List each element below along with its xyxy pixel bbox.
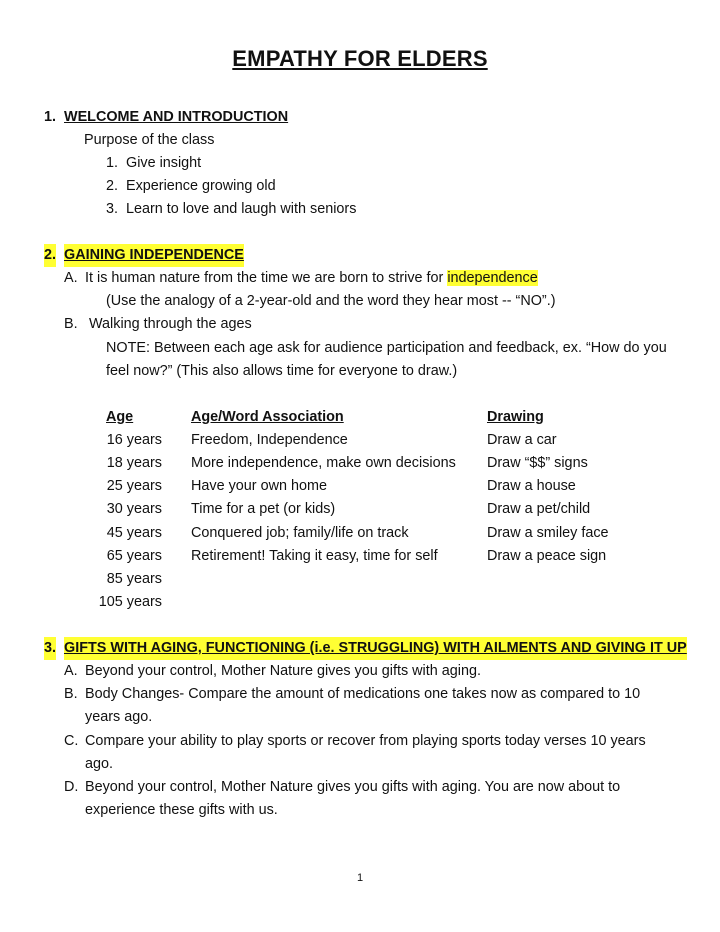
- document-title: EMPATHY FOR ELDERS: [232, 46, 488, 71]
- section1-item-num: 3.: [106, 201, 119, 217]
- section3-item-label: D.: [64, 779, 79, 795]
- table-cell-age: 18 years: [106, 455, 162, 471]
- section2-b-text: Walking through the ages: [89, 316, 252, 332]
- section3-number: 3.: [44, 637, 56, 660]
- section3-item-line: Beyond your control, Mother Nature gives you gifts with aging.: [85, 663, 481, 679]
- section1-heading: WELCOME AND INTRODUCTION: [64, 109, 289, 125]
- table-cell-association: Time for a pet (or kids): [191, 501, 336, 517]
- table-header-drawing: Drawing: [487, 409, 544, 425]
- table-header-association: Age/Word Association: [191, 409, 344, 425]
- section3-item-line: years ago.: [85, 709, 153, 725]
- section2-a-line: [85, 267, 538, 290]
- independence-highlight: independence: [447, 270, 538, 286]
- table-cell-association: Retirement! Taking it easy, time for self: [191, 548, 438, 564]
- table-cell-age: 85 years: [106, 571, 162, 587]
- table-cell-association: Conquered job; family/life on track: [191, 525, 409, 541]
- table-cell-drawing: Draw a pet/child: [487, 501, 591, 517]
- section1-item: Experience growing old: [126, 178, 276, 194]
- section1-number: 1.: [44, 109, 57, 125]
- section2-heading: GAINING INDEPENDENCE: [64, 244, 244, 267]
- section3-item-line: Compare your ability to play sports or recover from playing sports today verses 10 years: [85, 733, 646, 749]
- section2-b-label: B.: [64, 316, 78, 332]
- section1-item-num: 1.: [106, 155, 119, 171]
- section2-a-label: A.: [64, 270, 78, 286]
- section3-item-line: ago.: [85, 756, 114, 772]
- table-cell-drawing: Draw a car: [487, 432, 557, 448]
- section2-a-text: It is human nature from the time we are born to strive for: [85, 270, 444, 286]
- table-cell-drawing: Draw a house: [487, 478, 576, 494]
- table-cell-association: Have your own home: [191, 478, 327, 494]
- table-cell-age: 25 years: [106, 478, 162, 494]
- section3-item-line: Beyond your control, Mother Nature gives you gifts with aging. You are now about to: [85, 779, 621, 795]
- table-cell-drawing: Draw “$$” signs: [487, 455, 588, 471]
- section3-item-line: Body Changes- Compare the amount of medications one takes now as compared to 10: [85, 686, 641, 702]
- section1-item: Give insight: [126, 155, 202, 171]
- section3-item-label: C.: [64, 733, 79, 749]
- section3-item-label: A.: [64, 663, 78, 679]
- note-line: feel now?” (This also allows time for everyone to draw.): [106, 363, 458, 379]
- section2-a-note: (Use the analogy of a 2-year-old and the word they hear most -- “NO”.): [106, 293, 556, 309]
- section1-item: Learn to love and laugh with seniors: [126, 201, 357, 217]
- note-line: NOTE: Between each age ask for audience participation and feedback, ex. “How do you: [106, 340, 667, 356]
- table-cell-drawing: Draw a peace sign: [487, 548, 607, 564]
- section3-heading: GIFTS WITH AGING, FUNCTIONING (i.e. STRUGGLING) WITH AILMENTS AND GIVING IT UP: [64, 637, 687, 660]
- section1-item-num: 2.: [106, 178, 119, 194]
- table-cell-age: 30 years: [106, 501, 162, 517]
- section2-number: 2.: [44, 244, 56, 267]
- table-cell-association: Freedom, Independence: [191, 432, 348, 448]
- table-cell-age: 16 years: [106, 432, 162, 448]
- table-cell-association: More independence, make own decisions: [191, 455, 456, 471]
- table-cell-age: 105 years: [98, 594, 162, 610]
- table-cell-drawing: Draw a smiley face: [487, 525, 609, 541]
- table-cell-age: 45 years: [106, 525, 162, 541]
- section3-item-label: B.: [64, 686, 78, 702]
- table-header-age: Age: [106, 409, 134, 425]
- page-number: 1: [356, 872, 364, 884]
- section3-item-line: experience these gifts with us.: [85, 802, 278, 818]
- table-cell-age: 65 years: [106, 548, 162, 564]
- section1-subheading: Purpose of the class: [84, 132, 215, 148]
